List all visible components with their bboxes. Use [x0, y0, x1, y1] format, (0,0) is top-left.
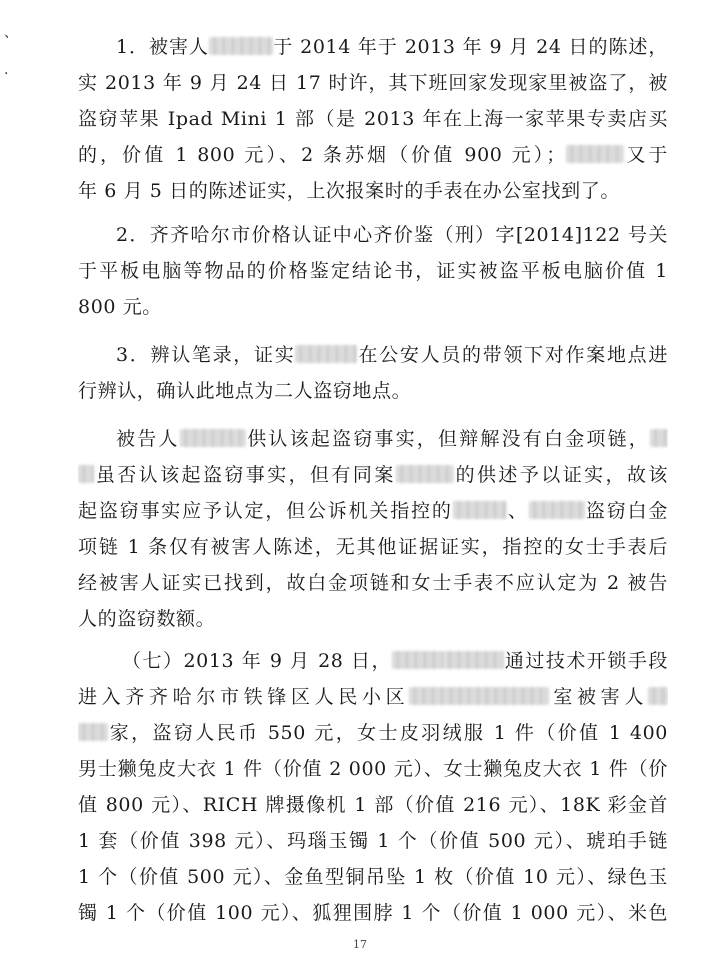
text-line [116, 34, 668, 60]
redacted-name [295, 345, 357, 363]
redacted-name [78, 465, 94, 483]
text-segment: 人的盗窃数额。 [78, 608, 216, 630]
text-line [78, 534, 668, 560]
text-line [78, 70, 668, 96]
redacted-name [648, 687, 668, 705]
text-line [78, 792, 668, 818]
text-line [78, 178, 668, 204]
text-segment: 于平板电脑等物品的价格鉴定结论书，证实被盗平板电脑价值 1 [78, 260, 668, 282]
text-segment: 1．被害人 [116, 36, 209, 58]
text-segment: 又于 [623, 144, 668, 166]
text-line [78, 378, 668, 404]
redacted-name [444, 651, 504, 669]
text-segment: 1 套（价值 398 元）、玛瑙玉镯 1 个（价值 500 元）、琥珀手链 [78, 830, 668, 852]
text-segment: 被告人 [116, 428, 180, 450]
text-line [78, 828, 668, 854]
text-line [122, 648, 668, 674]
text-segment: 盗窃苹果 Ipad Mini 1 部（是 2013 年在上海一家苹果专卖店买 [78, 108, 668, 130]
text-line [78, 606, 668, 632]
text-segment: 于 2014 年于 2013 年 9 月 24 日的陈述， [272, 36, 668, 58]
redacted-name [650, 429, 668, 447]
text-line [78, 756, 668, 782]
text-segment: 起盗窃事实应予认定，但公诉机关指控的 [78, 500, 453, 522]
text-line [78, 258, 668, 284]
text-segment: 在公安人员的带领下对作案地点进 [357, 344, 668, 366]
text-line [116, 426, 668, 452]
text-segment: 虽否认该起盗窃事实，但有同案 [94, 464, 396, 486]
text-segment: 的，价值 1 800 元）、2 条苏烟（价值 900 元）； [78, 144, 566, 166]
text-segment: 2．齐齐哈尔市价格认证中心齐价鉴（刑）字[2014]122 号关 [116, 224, 668, 246]
redacted-name [180, 429, 246, 447]
redacted-name [566, 145, 624, 163]
text-line [78, 864, 668, 890]
text-line [78, 142, 668, 168]
text-line [78, 570, 668, 596]
text-segment: 项链 1 条仅有被害人陈述，无其他证据证实，指控的女士手表后 [78, 536, 668, 558]
redacted-name [209, 37, 273, 55]
text-line [116, 222, 668, 248]
page-number: 17 [353, 938, 367, 951]
text-segment: 家，盗窃人民币 550 元，女士皮羽绒服 1 件（价值 1 400 [108, 722, 668, 744]
text-segment: 进入齐齐哈尔市铁锋区人民小区 [78, 686, 410, 708]
text-line [78, 900, 668, 926]
text-segment: 镯 1 个（价值 100 元）、狐狸围脖 1 个（价值 1 000 元）、米色 [78, 902, 668, 924]
text-segment: 的供述予以证实，故该 [453, 464, 668, 486]
text-segment: 供认该起盗窃事实，但辩解没有白金项链， [245, 428, 650, 450]
redacted-name [453, 501, 507, 519]
text-line [78, 720, 668, 746]
redacted-name [409, 687, 549, 705]
text-line [78, 684, 668, 710]
text-segment: （七）2013 年 9 月 28 日， [122, 650, 392, 672]
text-segment: 行辨认，确认此地点为二人盗窃地点。 [78, 380, 412, 402]
text-segment: 经被害人证实已找到，故白金项链和女士手表不应认定为 2 被告 [78, 572, 668, 594]
text-segment: 、 [506, 500, 529, 522]
margin-mark: · [4, 66, 9, 82]
text-segment: 实 2013 年 9 月 24 日 17 时许，其下班回家发现家里被盗了，被 [78, 72, 668, 94]
text-segment: 值 800 元）、RICH 牌摄像机 1 部（价值 216 元）、18K 彩金首 [78, 794, 668, 816]
text-segment: 3．辨认笔录，证实 [116, 344, 296, 366]
text-segment: 1 个（价值 500 元）、金鱼型铜吊坠 1 枚（价值 10 元）、绿色玉 [78, 866, 668, 888]
text-line [78, 294, 668, 320]
text-segment: 室被害人 [549, 686, 648, 708]
redacted-name [529, 501, 585, 519]
text-segment: 年 6 月 5 日的陈述证实，上次报案时的手表在办公室找到了。 [78, 180, 620, 202]
text-line [78, 498, 668, 524]
margin-mark: 、 [4, 25, 18, 41]
text-line [116, 342, 668, 368]
text-line [78, 462, 668, 488]
text-segment: 800 元。 [78, 296, 162, 318]
redacted-name [392, 651, 444, 669]
text-segment: 男士獭兔皮大衣 1 件（价值 2 000 元）、女士獭兔皮大衣 1 件（价 [78, 758, 668, 780]
text-line [78, 106, 668, 132]
redacted-name [78, 723, 108, 741]
text-segment: 通过技术开锁手段 [504, 650, 668, 672]
redacted-name [396, 465, 454, 483]
text-segment: 盗窃白金 [584, 500, 668, 522]
